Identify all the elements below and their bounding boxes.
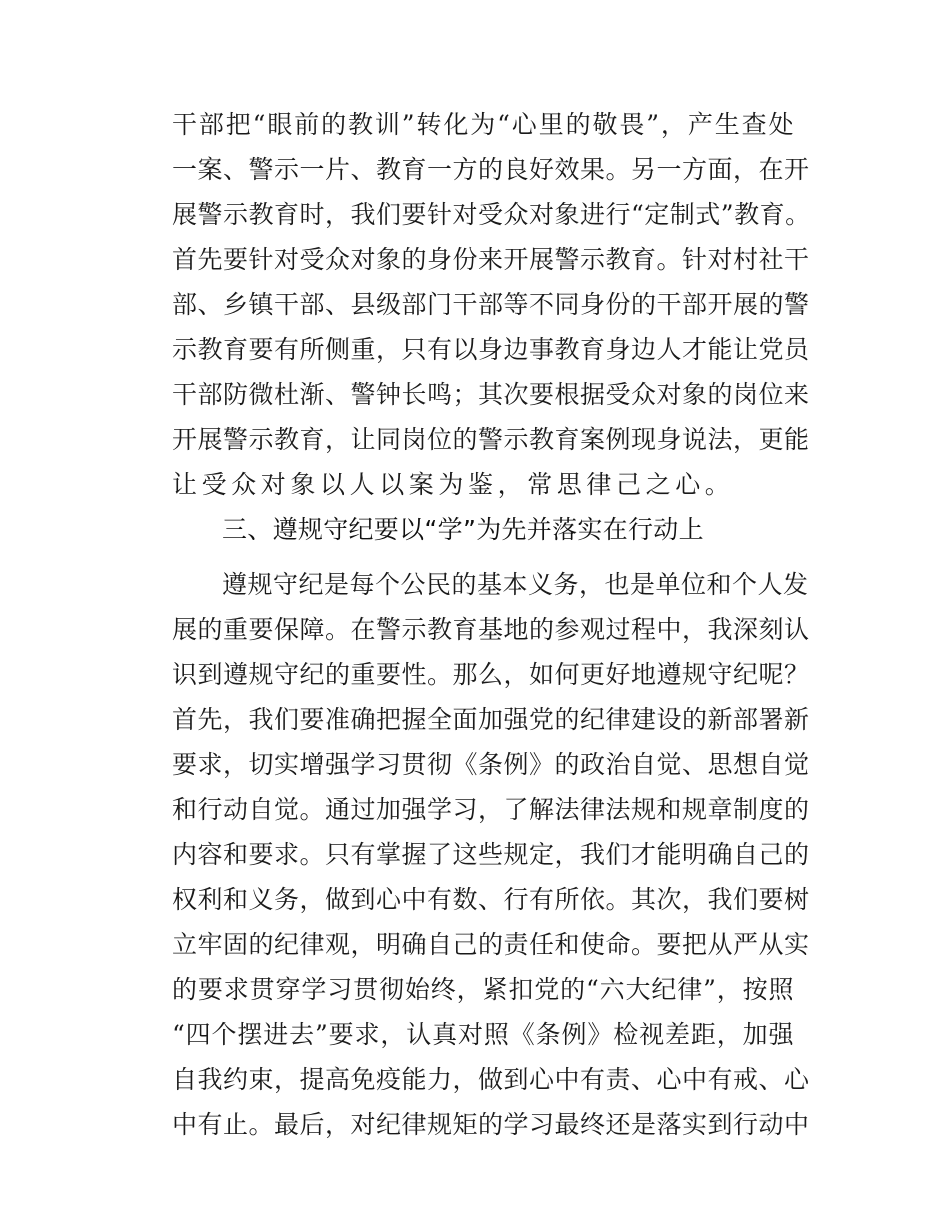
paragraph-line: 权利和义务，做到心中有数、行有所依。其次，我们要树 [172, 885, 810, 914]
paragraph-line: 遵规守纪是每个公民的基本义务，也是单位和个人发 [222, 570, 809, 599]
paragraph-line: 自我约束，提高免疫能力，做到心中有责、心中有戒、心 [172, 1065, 810, 1094]
paragraph-line: 立牢固的纪律观，明确自己的责任和使命。要把从严从实 [172, 930, 810, 959]
paragraph-line: “四个摆进去”要求，认真对照《条例》检视差距，加强 [172, 1020, 794, 1049]
paragraph-line: 中有止。最后，对纪律规矩的学习最终还是落实到行动中 [172, 1110, 810, 1139]
paragraph-line: 干部把“眼前的教训”转化为“心里的敬畏”，产生查处 [172, 110, 794, 139]
paragraph-line: 首先要针对受众对象的身份来开展警示教育。针对村社干 [172, 245, 810, 274]
paragraph-line: 展警示教育时，我们要针对受众对象进行“定制式”教育。 [172, 200, 811, 229]
paragraph-line: 首先，我们要准确把握全面加强党的纪律建设的新部署新 [172, 705, 810, 734]
paragraph-line: 示教育要有所侧重，只有以身边事教育身边人才能让党员 [172, 335, 810, 364]
section-heading: 三、遵规守纪要以“学”为先并落实在行动上 [222, 515, 704, 544]
paragraph-line: 和行动自觉。通过加强学习，了解法律法规和规章制度的 [172, 795, 810, 824]
paragraph-line: 一案、警示一片、教育一方的良好效果。另一方面，在开 [172, 155, 810, 184]
paragraph-line: 识到遵规守纪的重要性。那么，如何更好地遵规守纪呢？ [172, 660, 810, 689]
paragraph-line: 干部防微杜渐、警钟长鸣；其次要根据受众对象的岗位来 [172, 380, 810, 409]
paragraph-line: 要求，切实增强学习贯彻《条例》的政治自觉、思想自觉 [172, 750, 810, 779]
paragraph-line: 的要求贯穿学习贯彻始终，紧扣党的“六大纪律”，按照 [172, 975, 794, 1004]
paragraph-line: 让受众对象以人以案为鉴，常思律己之心。 [172, 470, 735, 499]
paragraph-line: 部、乡镇干部、县级部门干部等不同身份的干部开展的警 [172, 290, 810, 319]
paragraph-line: 开展警示教育，让同岗位的警示教育案例现身说法，更能 [172, 425, 810, 454]
paragraph-line: 展的重要保障。在警示教育基地的参观过程中，我深刻认 [172, 615, 810, 644]
paragraph-line: 内容和要求。只有掌握了这些规定，我们才能明确自己的 [172, 840, 810, 869]
